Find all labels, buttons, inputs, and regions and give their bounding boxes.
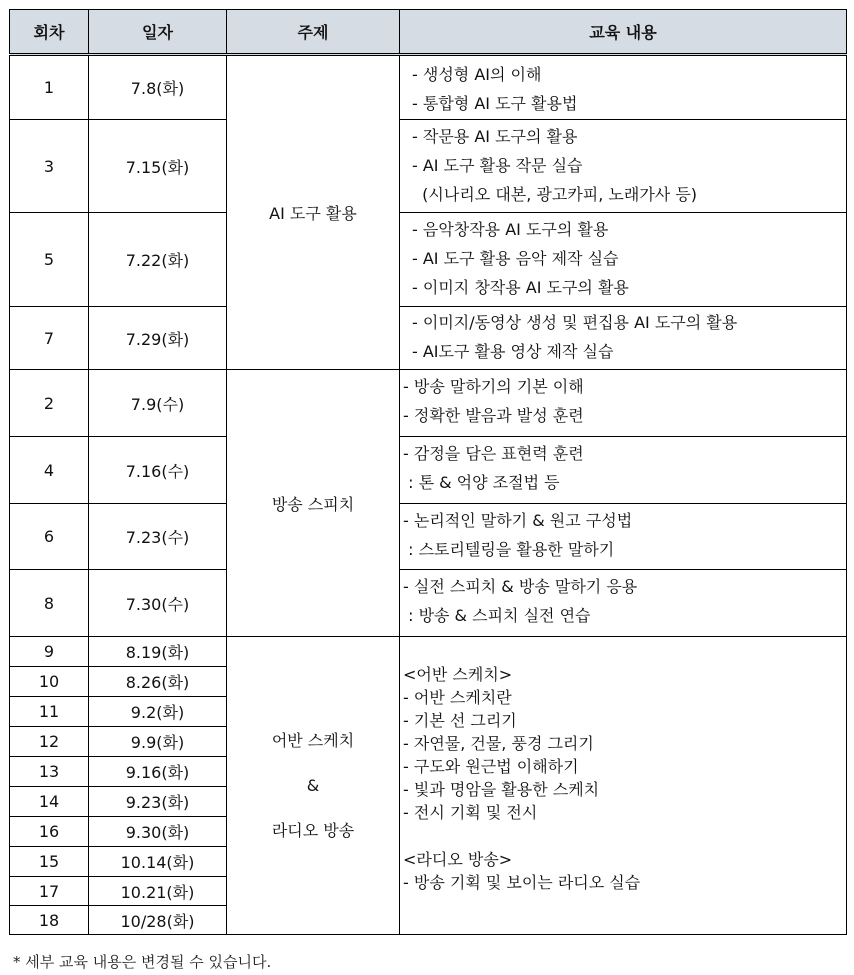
topic-sketch-amp: & — [306, 776, 320, 795]
content-line: - 생성형 AI의 이해 — [412, 65, 542, 84]
topic-sketch-line2: 라디오 방송 — [271, 821, 355, 840]
content-cell — [400, 504, 847, 570]
content-cell — [400, 120, 847, 213]
table-row — [10, 570, 847, 637]
content-line: - 방송 말하기의 기본 이해 — [403, 377, 584, 396]
topic-ai: AI 도구 활용 — [269, 204, 357, 223]
content-line: : 스토리텔링을 활용한 말하기 — [403, 540, 615, 559]
header-row — [10, 10, 847, 55]
content-cell — [400, 213, 847, 307]
content-line: - 이미지 창작용 AI 도구의 활용 — [412, 278, 629, 297]
date-cell: 8.19(화) — [89, 637, 227, 667]
content-line: - 어반 스케치란 — [403, 688, 512, 707]
date-cell: 7.15(화) — [89, 120, 227, 213]
table-row — [10, 370, 847, 437]
round-cell: 7 — [10, 307, 89, 370]
content-cell — [400, 307, 847, 370]
footnote: * 세부 교육 내용은 변경될 수 있습니다. — [13, 953, 272, 971]
content-line: - 통합형 AI 도구 활용법 — [412, 94, 578, 113]
table-row — [10, 307, 847, 370]
topic-cell-ai — [227, 55, 400, 370]
date-cell: 7.29(화) — [89, 307, 227, 370]
date-cell: 9.23(화) — [89, 787, 227, 817]
round-cell: 16 — [10, 817, 89, 847]
content-line: (시나리오 대본, 광고카피, 노래가사 등) — [412, 185, 698, 204]
table-row — [10, 213, 847, 307]
date-cell: 10/28(화) — [89, 906, 227, 935]
content-line: - 작문용 AI 도구의 활용 — [412, 127, 578, 146]
content-line: - 정확한 발음과 발성 훈련 — [403, 406, 584, 425]
round-cell: 4 — [10, 437, 89, 504]
content-line: - 빛과 명암을 활용한 스케치 — [403, 780, 600, 799]
radio-heading: <라디오 방송> — [403, 850, 513, 869]
content-cell — [400, 55, 847, 120]
content-cell — [400, 570, 847, 637]
table-row — [10, 55, 847, 120]
round-cell: 11 — [10, 697, 89, 727]
date-cell: 8.26(화) — [89, 667, 227, 697]
round-cell: 17 — [10, 877, 89, 906]
content-line: - 감정을 담은 표현력 훈련 — [403, 444, 584, 463]
content-line: : 방송 & 스피치 실전 연습 — [403, 606, 591, 625]
content-cell-sketch — [400, 637, 847, 935]
header-topic: 주제 — [227, 10, 400, 55]
table-row — [10, 637, 847, 667]
content-line: - 논리적인 말하기 & 원고 구성법 — [403, 511, 633, 530]
sketch-heading: <어반 스케치> — [403, 665, 513, 684]
date-cell: 10.14(화) — [89, 847, 227, 877]
header-content: 교육 내용 — [400, 10, 847, 55]
round-cell: 10 — [10, 667, 89, 697]
round-cell: 12 — [10, 727, 89, 757]
round-cell: 2 — [10, 370, 89, 437]
schedule-table — [9, 9, 847, 935]
date-cell: 7.16(수) — [89, 437, 227, 504]
topic-sketch-line1: 어반 스케치 — [271, 731, 355, 750]
date-cell: 9.9(화) — [89, 727, 227, 757]
round-cell: 15 — [10, 847, 89, 877]
round-cell: 13 — [10, 757, 89, 787]
table-row — [10, 504, 847, 570]
date-cell: 9.30(화) — [89, 817, 227, 847]
table-row — [10, 120, 847, 213]
content-line: - 방송 기획 및 보이는 라디오 실습 — [403, 873, 641, 892]
content-cell — [400, 370, 847, 437]
content-line: - 실전 스피치 & 방송 말하기 응용 — [403, 577, 638, 596]
content-line: : 톤 & 억양 조절법 등 — [403, 473, 560, 492]
content-line: - 구도와 원근법 이해하기 — [403, 757, 579, 776]
date-cell: 7.23(수) — [89, 504, 227, 570]
date-cell: 7.22(화) — [89, 213, 227, 307]
header-round: 회차 — [10, 10, 89, 55]
date-cell: 9.2(화) — [89, 697, 227, 727]
round-cell: 5 — [10, 213, 89, 307]
round-cell: 3 — [10, 120, 89, 213]
content-cell — [400, 437, 847, 504]
content-line: - 자연물, 건물, 풍경 그리기 — [403, 734, 594, 753]
content-line: - AI도구 활용 영상 제작 실습 — [412, 342, 614, 361]
topic-cell-speech — [227, 370, 400, 637]
content-line: - 음악창작용 AI 도구의 활용 — [412, 220, 609, 239]
table-row — [10, 437, 847, 504]
date-cell: 7.9(수) — [89, 370, 227, 437]
date-cell: 7.8(화) — [89, 55, 227, 120]
content-line: - 이미지/동영상 생성 및 편집용 AI 도구의 활용 — [412, 313, 738, 332]
date-cell: 10.21(화) — [89, 877, 227, 906]
round-cell: 18 — [10, 906, 89, 935]
date-cell: 9.16(화) — [89, 757, 227, 787]
round-cell: 6 — [10, 504, 89, 570]
content-line: - AI 도구 활용 작문 실습 — [412, 156, 583, 175]
header-date: 일자 — [89, 10, 227, 55]
content-line: - 기본 선 그리기 — [403, 711, 517, 730]
round-cell: 14 — [10, 787, 89, 817]
content-line: - 전시 기획 및 전시 — [403, 803, 538, 822]
round-cell: 9 — [10, 637, 89, 667]
topic-cell-sketch — [227, 637, 400, 935]
round-cell: 8 — [10, 570, 89, 637]
round-cell: 1 — [10, 55, 89, 120]
topic-speech: 방송 스피치 — [271, 494, 355, 514]
content-line: - AI 도구 활용 음악 제작 실습 — [412, 249, 619, 268]
date-cell: 7.30(수) — [89, 570, 227, 637]
